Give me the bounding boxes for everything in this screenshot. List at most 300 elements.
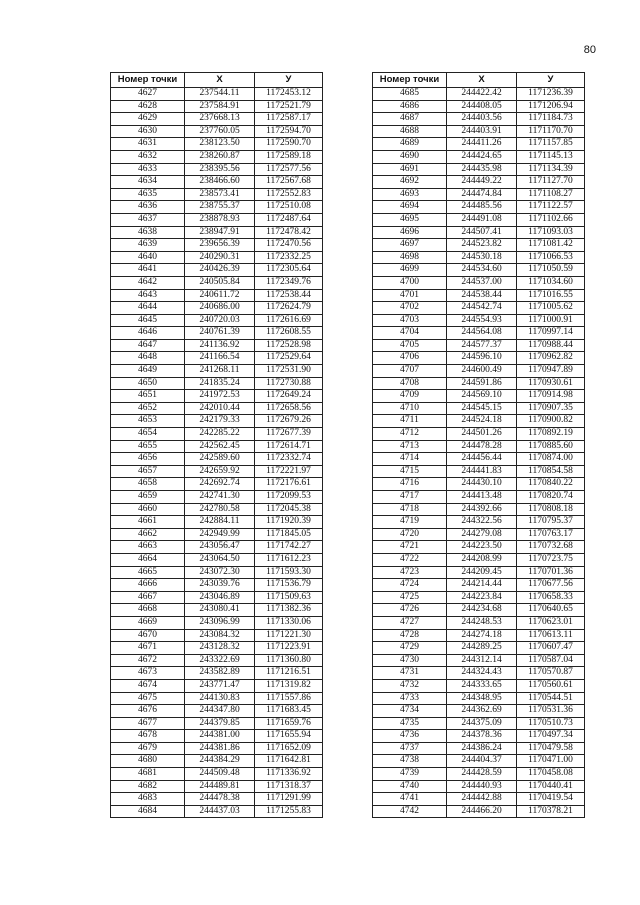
table-row [373,428,585,441]
cell-point-number: 4658 [111,478,185,491]
cell-y: 1172453.12 [255,88,323,101]
cell-x: 242562.45 [185,440,255,453]
table-row [373,780,585,793]
table-row [111,377,323,390]
cell-y: 1172730.88 [255,377,323,390]
cell-x: 244554.93 [447,314,517,327]
cell-y: 1170795.37 [517,516,585,529]
cell-point-number: 4641 [111,264,185,277]
table-row [111,793,323,806]
table-row [373,352,585,365]
cell-y: 1171081.42 [517,239,585,252]
cell-point-number: 4698 [373,251,447,264]
cell-x: 240505.84 [185,276,255,289]
cell-y: 1171557.86 [255,692,323,705]
table-row [111,730,323,743]
cell-point-number: 4708 [373,377,447,390]
table-row [111,352,323,365]
cell-point-number: 4691 [373,163,447,176]
cell-point-number: 4637 [111,213,185,226]
cell-x: 244491.08 [447,213,517,226]
cell-point-number: 4674 [111,679,185,692]
cell-x: 244381.86 [185,742,255,755]
cell-y: 1171845.05 [255,528,323,541]
cell-y: 1171659.76 [255,717,323,730]
cell-y: 1170560.61 [517,679,585,692]
cell-point-number: 4667 [111,591,185,604]
table-row [373,226,585,239]
table-row [111,339,323,352]
cell-point-number: 4679 [111,742,185,755]
table-row [111,88,323,101]
cell-x: 244379.85 [185,717,255,730]
cell-point-number: 4662 [111,528,185,541]
cell-y: 1172567.68 [255,176,323,189]
cell-x: 241136.92 [185,339,255,352]
cell-x: 244312.14 [447,654,517,667]
cell-x: 240720.03 [185,314,255,327]
table-row [111,415,323,428]
cell-point-number: 4722 [373,553,447,566]
cell-x: 243072.30 [185,566,255,579]
cell-point-number: 4659 [111,491,185,504]
cell-x: 238947.91 [185,226,255,239]
cell-x: 244214.44 [447,579,517,592]
cell-point-number: 4665 [111,566,185,579]
table-row [373,150,585,163]
table-row [111,314,323,327]
table-row [111,679,323,692]
cell-y: 1171127.70 [517,176,585,189]
header-x: X [447,73,517,88]
cell-x: 244478.38 [185,793,255,806]
cell-y: 1171655.94 [255,730,323,743]
cell-y: 1170840.22 [517,478,585,491]
cell-y: 1170544.51 [517,692,585,705]
cell-y: 1171206.94 [517,100,585,113]
cell-point-number: 4651 [111,390,185,403]
cell-x: 244441.83 [447,465,517,478]
cell-y: 1171000.91 [517,314,585,327]
cell-point-number: 4687 [373,113,447,126]
table-row [111,264,323,277]
cell-point-number: 4668 [111,604,185,617]
page-number: 80 [583,44,596,56]
table-row [111,390,323,403]
cell-y: 1172594.70 [255,125,323,138]
table-row [373,125,585,138]
coordinates-table-right [372,72,585,818]
table-row [111,667,323,680]
cell-point-number: 4731 [373,667,447,680]
cell-y: 1170510.73 [517,717,585,730]
table-row [373,742,585,755]
cell-x: 244478.28 [447,440,517,453]
cell-x: 242741.30 [185,491,255,504]
table-row [373,604,585,617]
cell-x: 244384.29 [185,755,255,768]
cell-y: 1172487.64 [255,213,323,226]
cell-x: 242884.11 [185,516,255,529]
cell-x: 238878.93 [185,213,255,226]
cell-y: 1171336.92 [255,768,323,781]
cell-point-number: 4678 [111,730,185,743]
cell-x: 244375.09 [447,717,517,730]
cell-y: 1170820.74 [517,491,585,504]
table-row [373,138,585,151]
cell-point-number: 4684 [111,805,185,818]
cell-y: 1170732.68 [517,541,585,554]
cell-point-number: 4664 [111,553,185,566]
cell-x: 244413.48 [447,491,517,504]
table-row [373,377,585,390]
cell-x: 244507.41 [447,226,517,239]
cell-y: 1171157.85 [517,138,585,151]
cell-point-number: 4734 [373,705,447,718]
cell-x: 240426.39 [185,264,255,277]
coordinates-table-left [110,72,323,818]
cell-x: 240290.31 [185,251,255,264]
cell-point-number: 4675 [111,692,185,705]
table-row [111,742,323,755]
cell-point-number: 4738 [373,755,447,768]
table-row [373,88,585,101]
cell-point-number: 4686 [373,100,447,113]
cell-x: 244456.44 [447,453,517,466]
cell-point-number: 4677 [111,717,185,730]
table-row [373,302,585,315]
cell-y: 1172305.64 [255,264,323,277]
table-row [111,755,323,768]
cell-y: 1171102.66 [517,213,585,226]
table-row [373,415,585,428]
cell-point-number: 4703 [373,314,447,327]
cell-point-number: 4714 [373,453,447,466]
table-row [111,113,323,126]
cell-point-number: 4647 [111,339,185,352]
table-row [373,188,585,201]
cell-x: 244530.18 [447,251,517,264]
cell-point-number: 4643 [111,289,185,302]
cell-x: 243046.89 [185,591,255,604]
cell-y: 1172099.53 [255,491,323,504]
cell-point-number: 4719 [373,516,447,529]
cell-y: 1170440.41 [517,780,585,793]
table-row [111,327,323,340]
cell-x: 244208.99 [447,553,517,566]
cell-x: 238573.41 [185,188,255,201]
cell-point-number: 4721 [373,541,447,554]
cell-y: 1171216.51 [255,667,323,680]
cell-x: 244442.88 [447,793,517,806]
cell-y: 1170930.61 [517,377,585,390]
cell-y: 1172649.24 [255,390,323,403]
cell-x: 244501.26 [447,428,517,441]
cell-y: 1171593.30 [255,566,323,579]
cell-x: 244569.10 [447,390,517,403]
cell-x: 244424.65 [447,150,517,163]
cell-point-number: 4632 [111,150,185,163]
cell-point-number: 4699 [373,264,447,277]
cell-x: 244542.74 [447,302,517,315]
table-row [111,465,323,478]
cell-point-number: 4702 [373,302,447,315]
cell-point-number: 4701 [373,289,447,302]
cell-x: 244422.42 [447,88,517,101]
cell-point-number: 4706 [373,352,447,365]
cell-y: 1170677.56 [517,579,585,592]
cell-point-number: 4653 [111,415,185,428]
cell-y: 1171742.27 [255,541,323,554]
cell-point-number: 4711 [373,415,447,428]
cell-point-number: 4685 [373,88,447,101]
table-row [373,289,585,302]
table-row [373,768,585,781]
cell-x: 244248.53 [447,616,517,629]
table-row [373,755,585,768]
table-row [111,654,323,667]
cell-point-number: 4688 [373,125,447,138]
cell-x: 242010.44 [185,402,255,415]
cell-y: 1171170.70 [517,125,585,138]
table-row [373,440,585,453]
cell-y: 1171108.27 [517,188,585,201]
table-row [111,163,323,176]
table-row [111,478,323,491]
cell-x: 244130.83 [185,692,255,705]
cell-x: 244600.49 [447,365,517,378]
cell-point-number: 4707 [373,365,447,378]
cell-x: 244440.93 [447,780,517,793]
cell-point-number: 4718 [373,503,447,516]
cell-y: 1171145.13 [517,150,585,163]
cell-point-number: 4742 [373,805,447,818]
cell-point-number: 4652 [111,402,185,415]
cell-point-number: 4727 [373,616,447,629]
cell-x: 244404.37 [447,755,517,768]
cell-x: 244449.22 [447,176,517,189]
cell-x: 242179.33 [185,415,255,428]
table-row [111,503,323,516]
cell-y: 1171223.91 [255,642,323,655]
table-row [111,251,323,264]
cell-x: 244591.86 [447,377,517,390]
cell-y: 1170497.34 [517,730,585,743]
cell-point-number: 4630 [111,125,185,138]
cell-point-number: 4663 [111,541,185,554]
cell-point-number: 4729 [373,642,447,655]
cell-y: 1171034.60 [517,276,585,289]
cell-point-number: 4709 [373,390,447,403]
cell-x: 239656.39 [185,239,255,252]
cell-y: 1170962.82 [517,352,585,365]
cell-point-number: 4649 [111,365,185,378]
table-row [111,188,323,201]
cell-point-number: 4715 [373,465,447,478]
cell-y: 1172677.39 [255,428,323,441]
table-row [373,541,585,554]
cell-y: 1171005.62 [517,302,585,315]
table-header-row [373,73,585,88]
table-row [373,276,585,289]
table-row [111,491,323,504]
cell-point-number: 4669 [111,616,185,629]
cell-x: 244537.00 [447,276,517,289]
table-row [373,528,585,541]
cell-point-number: 4670 [111,629,185,642]
cell-x: 244381.00 [185,730,255,743]
cell-y: 1171016.55 [517,289,585,302]
table-row [111,289,323,302]
table-row [373,453,585,466]
cell-y: 1170997.14 [517,327,585,340]
cell-y: 1171536.79 [255,579,323,592]
cell-point-number: 4636 [111,201,185,214]
cell-x: 244408.05 [447,100,517,113]
cell-point-number: 4710 [373,402,447,415]
table-row [111,780,323,793]
cell-y: 1171255.83 [255,805,323,818]
cell-point-number: 4680 [111,755,185,768]
table-row [373,327,585,340]
cell-x: 244577.37 [447,339,517,352]
cell-y: 1171050.59 [517,264,585,277]
cell-point-number: 4693 [373,188,447,201]
table-row [373,339,585,352]
cell-y: 1170988.44 [517,339,585,352]
table-row [111,302,323,315]
cell-x: 242659.92 [185,465,255,478]
table-row [111,579,323,592]
table-row [373,503,585,516]
cell-x: 244523.82 [447,239,517,252]
cell-y: 1170658.33 [517,591,585,604]
cell-point-number: 4690 [373,150,447,163]
cell-y: 1171236.39 [517,88,585,101]
cell-x: 240611.72 [185,289,255,302]
cell-point-number: 4694 [373,201,447,214]
cell-point-number: 4648 [111,352,185,365]
cell-x: 244223.84 [447,591,517,604]
table-row [111,591,323,604]
cell-y: 1170531.36 [517,705,585,718]
cell-point-number: 4646 [111,327,185,340]
cell-x: 243582.89 [185,667,255,680]
cell-x: 243064.50 [185,553,255,566]
cell-y: 1170907.35 [517,402,585,415]
cell-x: 241268.11 [185,365,255,378]
cell-x: 244378.36 [447,730,517,743]
cell-point-number: 4700 [373,276,447,289]
cell-point-number: 4639 [111,239,185,252]
cell-x: 243096.99 [185,616,255,629]
table-row [373,566,585,579]
cell-point-number: 4676 [111,705,185,718]
cell-y: 1171291.99 [255,793,323,806]
table-row [111,176,323,189]
cell-y: 1171134.39 [517,163,585,176]
cell-point-number: 4657 [111,465,185,478]
table-row [111,692,323,705]
cell-y: 1170885.60 [517,440,585,453]
cell-x: 244392.66 [447,503,517,516]
table-row [373,629,585,642]
cell-point-number: 4725 [373,591,447,604]
table-row [111,150,323,163]
table-row [373,805,585,818]
cell-point-number: 4683 [111,793,185,806]
header-x: X [185,73,255,88]
cell-x: 244545.15 [447,402,517,415]
cell-point-number: 4645 [111,314,185,327]
cell-point-number: 4735 [373,717,447,730]
cell-x: 244362.69 [447,705,517,718]
cell-x: 244403.56 [447,113,517,126]
table-row [111,125,323,138]
cell-x: 244538.44 [447,289,517,302]
header-point-number: Номер точки [111,73,185,88]
cell-point-number: 4671 [111,642,185,655]
cell-y: 1172045.38 [255,503,323,516]
cell-y: 1172510.08 [255,201,323,214]
table-row [111,642,323,655]
cell-y: 1170378.21 [517,805,585,818]
cell-y: 1172332.25 [255,251,323,264]
cell-x: 244274.18 [447,629,517,642]
table-row [111,705,323,718]
cell-point-number: 4660 [111,503,185,516]
cell-x: 242589.60 [185,453,255,466]
cell-y: 1171330.06 [255,616,323,629]
cell-x: 244430.10 [447,478,517,491]
cell-point-number: 4655 [111,440,185,453]
cell-y: 1172614.71 [255,440,323,453]
cell-x: 238395.56 [185,163,255,176]
cell-point-number: 4650 [111,377,185,390]
table-row [373,730,585,743]
cell-x: 244489.81 [185,780,255,793]
cell-x: 240686.00 [185,302,255,315]
cell-x: 244474.84 [447,188,517,201]
cell-y: 1170640.65 [517,604,585,617]
cell-point-number: 4640 [111,251,185,264]
cell-x: 243056.47 [185,541,255,554]
cell-point-number: 4739 [373,768,447,781]
cell-x: 244209.45 [447,566,517,579]
cell-y: 1170607.47 [517,642,585,655]
cell-point-number: 4741 [373,793,447,806]
cell-x: 242949.99 [185,528,255,541]
table-row [111,226,323,239]
cell-y: 1172577.56 [255,163,323,176]
cell-y: 1172624.79 [255,302,323,315]
cell-y: 1171612.23 [255,553,323,566]
cell-y: 1171509.63 [255,591,323,604]
table-row [373,163,585,176]
cell-y: 1170613.11 [517,629,585,642]
cell-y: 1171066.53 [517,251,585,264]
table-row [111,440,323,453]
cell-point-number: 4629 [111,113,185,126]
cell-x: 244223.50 [447,541,517,554]
cell-y: 1171652.09 [255,742,323,755]
cell-point-number: 4696 [373,226,447,239]
cell-point-number: 4733 [373,692,447,705]
cell-x: 243771.47 [185,679,255,692]
cell-y: 1171122.57 [517,201,585,214]
cell-y: 1172531.90 [255,365,323,378]
table-row [111,629,323,642]
